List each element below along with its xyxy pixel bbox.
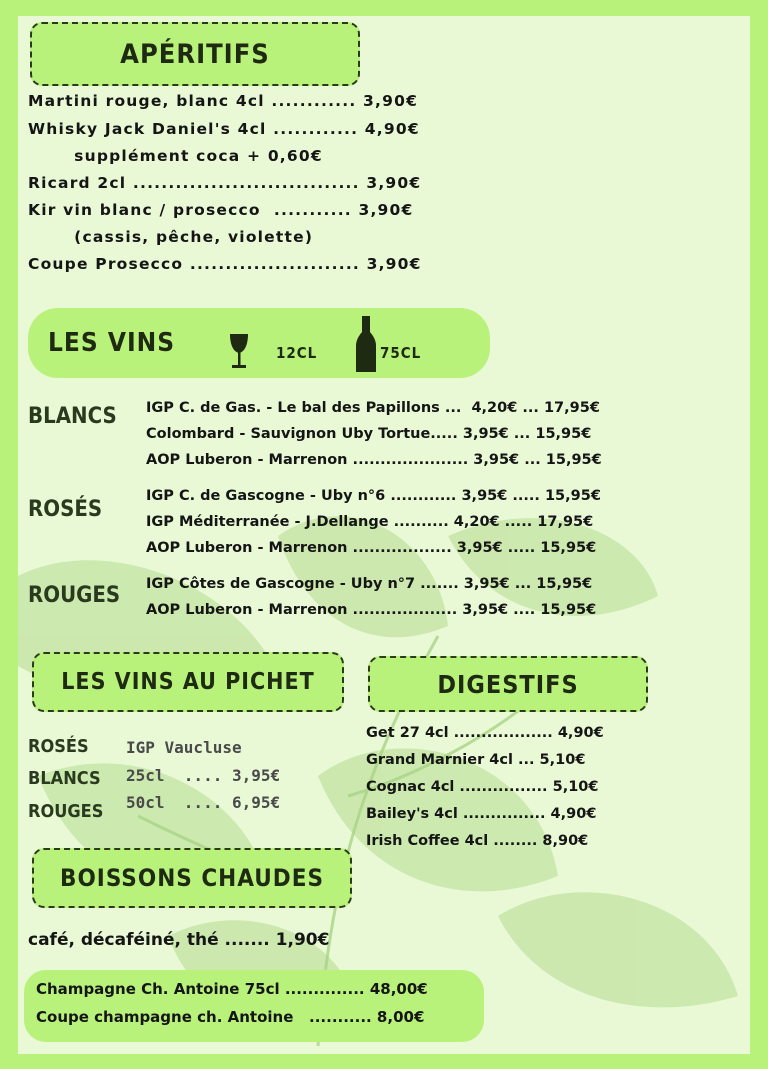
aperitif-line: (cassis, pêche, violette) (28, 228, 314, 246)
wine-glass-icon (228, 332, 250, 372)
wine-line: AOP Luberon - Marrenon .................. 3,95€ ..... 15,95€ (146, 540, 597, 556)
glass-size-label: 12CL (276, 344, 318, 362)
pichet-label-blancs: BLANCS (28, 768, 101, 789)
wine-line: Colombard - Sauvignon Uby Tortue..... 3,95€ ... 15,95€ (146, 426, 592, 442)
digestif-line: Cognac 4cl ................ 5,10€ (366, 779, 599, 795)
wine-bottle-icon (355, 316, 377, 374)
boissons-chaudes-header (32, 848, 352, 908)
vins-title: LES VINS (48, 328, 176, 358)
digestifs-title: DIGESTIFS (437, 669, 579, 699)
wine-line: IGP C. de Gascogne - Uby n°6 ............ 3,95€ ..... 15,95€ (146, 488, 601, 504)
boissons-chaudes-line: café, décaféiné, thé ....... 1,90€ (28, 930, 330, 950)
wine-line: AOP Luberon - Marrenon ................... 3,95€ .... 15,95€ (146, 602, 597, 618)
aperitif-line: supplément coca + 0,60€ (28, 147, 323, 165)
aperitif-line: Ricard 2cl ................................ 3,90€ (28, 174, 422, 192)
digestif-line: Get 27 4cl .................. 4,90€ (366, 725, 604, 741)
champagne-line: Champagne Ch. Antoine 75cl .............. 48,00€ (36, 980, 428, 998)
digestif-line: Irish Coffee 4cl ........ 8,90€ (366, 833, 589, 849)
roses-label: ROSÉS (28, 497, 103, 522)
rouges-label: ROUGES (28, 583, 121, 608)
aperitif-line: Whisky Jack Daniel's 4cl ............ 4,90€ (28, 120, 420, 138)
pichet-line: IGP Vaucluse (126, 738, 242, 757)
blancs-label: BLANCS (28, 404, 117, 429)
pichet-label-rouges: ROUGES (28, 801, 104, 822)
aperitifs-header (30, 22, 360, 86)
pichet-line: 50cl .... 6,95€ (126, 793, 281, 812)
pichet-line: 25cl .... 3,95€ (126, 766, 281, 785)
wine-line: IGP C. de Gas. - Le bal des Papillons ... 4,20€ ... 17,95€ (146, 400, 600, 416)
boissons-chaudes-title: BOISSONS CHAUDES (60, 864, 324, 892)
wine-line: IGP Côtes de Gascogne - Uby n°7 ....... 3,95€ ... 15,95€ (146, 576, 593, 592)
aperitif-line: Martini rouge, blanc 4cl ............ 3,90€ (28, 92, 419, 110)
digestifs-header (368, 656, 648, 712)
pichet-label-roses: ROSÉS (28, 736, 89, 757)
wine-line: AOP Luberon - Marrenon ..................... 3,95€ ... 15,95€ (146, 452, 602, 468)
menu-page (18, 16, 750, 1054)
aperitif-line: Coupe Prosecco ........................ 3,90€ (28, 255, 422, 273)
champagne-line: Coupe champagne ch. Antoine ........... 8,00€ (36, 1008, 425, 1026)
aperitifs-title: APÉRITIFS (120, 38, 270, 70)
digestif-line: Grand Marnier 4cl ... 5,10€ (366, 752, 586, 768)
pichet-title: LES VINS AU PICHET (61, 669, 315, 695)
digestif-line: Bailey's 4cl ............... 4,90€ (366, 806, 597, 822)
aperitif-line: Kir vin blanc / prosecco ........... 3,90€ (28, 201, 414, 219)
wine-line: IGP Méditerranée - J.Dellange .......... 4,20€ ..... 17,95€ (146, 514, 594, 530)
bottle-size-label: 75CL (380, 344, 422, 362)
pichet-header (32, 652, 344, 712)
